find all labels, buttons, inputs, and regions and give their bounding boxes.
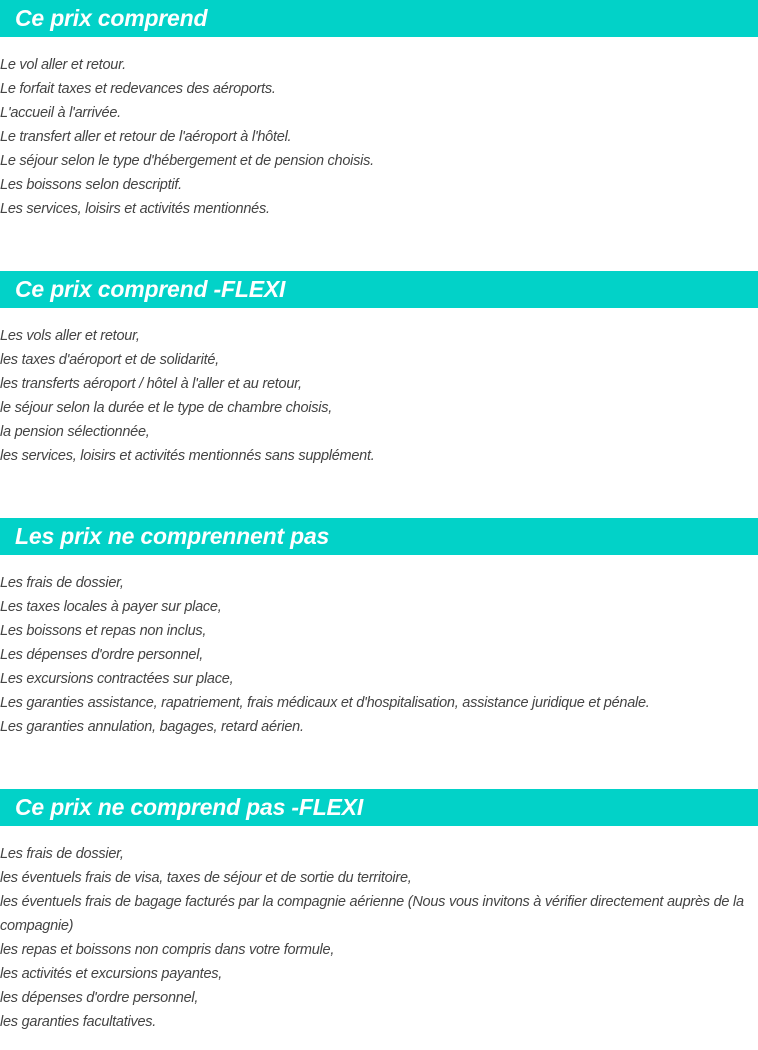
list-item: le séjour selon la durée et le type de chambre choisis, bbox=[0, 400, 333, 416]
list-item: Les services, loisirs et activités mentionnés. bbox=[0, 201, 270, 217]
list-item: Les dépenses d'ordre personnel, bbox=[0, 647, 203, 663]
list-item: les activités et excursions payantes, bbox=[0, 966, 223, 982]
list-item: la pension sélectionnée, bbox=[0, 424, 150, 440]
list-item: Le vol aller et retour. bbox=[0, 57, 126, 73]
list-item: Les garanties assistance, rapatriement, frais médicaux et d'hospitalisation, assistance juridique et pénale. bbox=[0, 695, 650, 711]
section-title: Ce prix comprend -FLEXI bbox=[0, 271, 758, 308]
list-item: Les frais de dossier, bbox=[0, 575, 124, 591]
item-list bbox=[0, 324, 758, 468]
section-price-excludes bbox=[0, 518, 758, 739]
list-item: Les excursions contractées sur place, bbox=[0, 671, 234, 687]
list-item: les repas et boissons non compris dans votre formule, bbox=[0, 942, 335, 958]
list-item: L'accueil à l'arrivée. bbox=[0, 105, 121, 121]
list-item: Les boissons selon descriptif. bbox=[0, 177, 182, 193]
section-price-excludes-flexi bbox=[0, 789, 758, 1034]
list-item: Les garanties annulation, bagages, retard aérien. bbox=[0, 719, 304, 735]
list-item: Les boissons et repas non inclus, bbox=[0, 623, 207, 639]
list-item: les taxes d'aéroport et de solidarité, bbox=[0, 352, 219, 368]
list-item: les éventuels frais de visa, taxes de séjour et de sortie du territoire, bbox=[0, 870, 412, 886]
section-title: Ce prix ne comprend pas -FLEXI bbox=[0, 789, 758, 826]
list-item: Les frais de dossier, bbox=[0, 846, 124, 862]
item-list bbox=[0, 53, 758, 221]
list-item: Les taxes locales à payer sur place, bbox=[0, 599, 222, 615]
list-item: les éventuels frais de bagage facturés par la compagnie aérienne (Nous vous invitons à vérifier directement auprès de la compagnie) bbox=[0, 894, 744, 934]
item-list bbox=[0, 571, 758, 739]
list-item: Le transfert aller et retour de l'aéroport à l'hôtel. bbox=[0, 129, 292, 145]
list-item: Les vols aller et retour, bbox=[0, 328, 140, 344]
section-title: Les prix ne comprennent pas bbox=[0, 518, 758, 555]
section-price-includes bbox=[0, 0, 758, 221]
list-item: les services, loisirs et activités mentionnés sans supplément. bbox=[0, 448, 375, 464]
section-price-includes-flexi bbox=[0, 271, 758, 468]
list-item: les transferts aéroport / hôtel à l'aller et au retour, bbox=[0, 376, 302, 392]
list-item: Le séjour selon le type d'hébergement et de pension choisis. bbox=[0, 153, 374, 169]
list-item: les dépenses d'ordre personnel, bbox=[0, 990, 199, 1006]
list-item: Le forfait taxes et redevances des aéroports. bbox=[0, 81, 276, 97]
section-title: Ce prix comprend bbox=[0, 0, 758, 37]
list-item: les garanties facultatives. bbox=[0, 1014, 157, 1030]
item-list bbox=[0, 842, 758, 1034]
